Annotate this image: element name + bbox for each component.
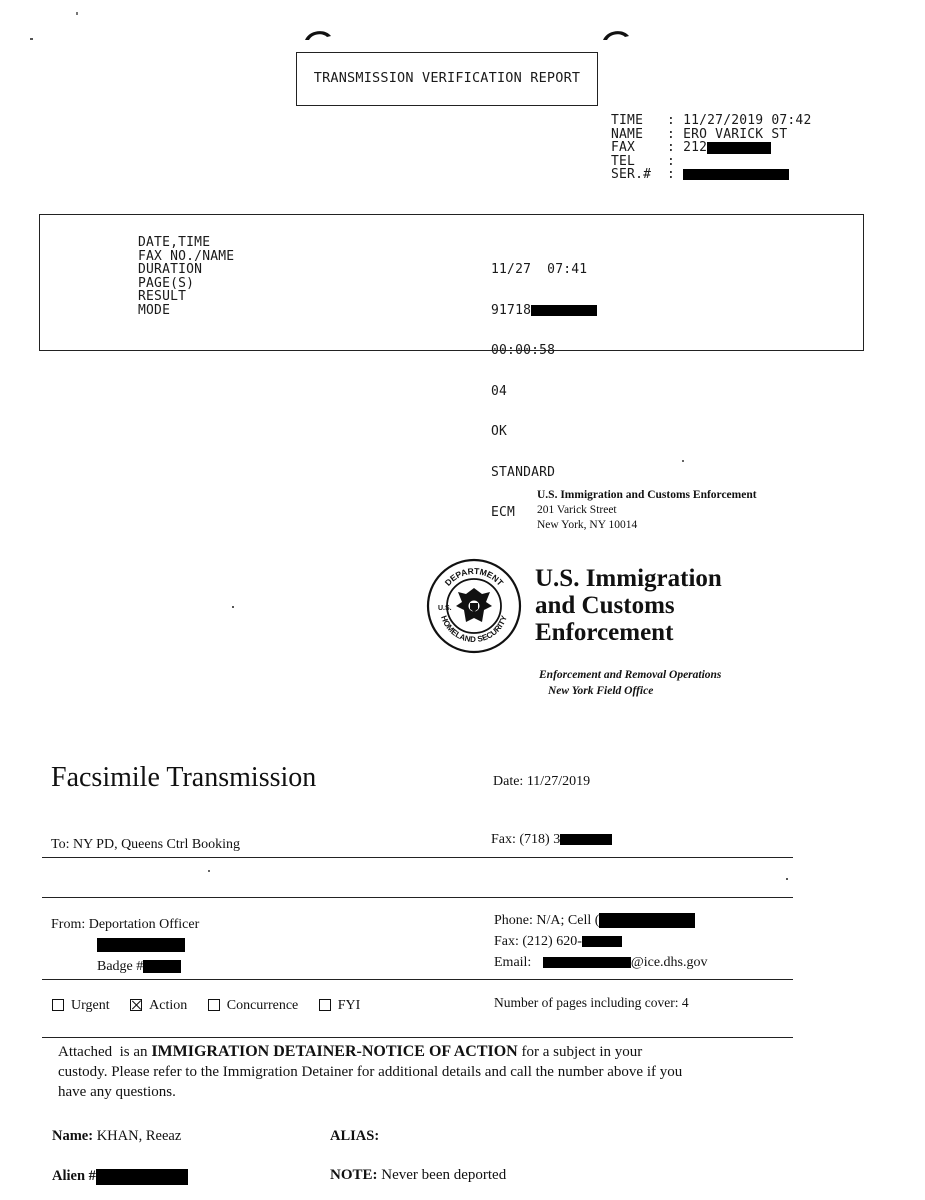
- field-value: STANDARD: [491, 464, 556, 480]
- report-header: [611, 114, 812, 182]
- field-value-fax: 91718: [491, 304, 597, 318]
- from-label: From:: [51, 917, 86, 932]
- name-value: KHAN, Reeaz: [96, 1128, 182, 1144]
- redaction-bar: [543, 957, 631, 968]
- header-row-time: TIME : 11/27/2019 07:42: [611, 113, 812, 128]
- logo-line: and Customs: [535, 592, 675, 619]
- phone-label: Phone:: [494, 913, 533, 928]
- badge-label: Badge #: [97, 959, 144, 974]
- date-label: Date:: [493, 774, 524, 789]
- field-value: 11/27 07:41: [491, 262, 588, 277]
- message-line: have any questions.: [58, 1084, 176, 1100]
- logo-line: Enforcement: [535, 619, 674, 646]
- divider-line: [42, 897, 793, 898]
- phone-value: N/A; Cell (: [536, 913, 600, 928]
- fax-date: [493, 774, 590, 790]
- note-value: Never been deported: [381, 1167, 507, 1183]
- from-fax-field: [494, 934, 622, 950]
- email-field: [494, 955, 708, 971]
- badge-field: [97, 959, 181, 975]
- redaction-bar: [582, 936, 622, 947]
- field-label: DATE,TIME: [138, 235, 211, 250]
- email-label: Email:: [494, 955, 532, 970]
- message-line: Attached is an IMMIGRATION DETAINER-NOTICE OF ACTION for a subject in your: [58, 1043, 643, 1060]
- field-label: DURATION: [138, 262, 203, 277]
- scan-mark: [76, 12, 78, 15]
- from-fax-value: (212) 620-: [522, 934, 582, 949]
- field-label: PAGE(S): [138, 275, 195, 291]
- alias-label: ALIAS:: [330, 1128, 380, 1144]
- dhs-seal-icon: [426, 558, 522, 654]
- field-label: RESULT: [138, 289, 187, 304]
- seal-text-left: U.S.: [438, 605, 452, 612]
- redaction-bar: [143, 960, 181, 973]
- header-row-fax: FAX : 212: [611, 141, 812, 155]
- field-label: MODE: [138, 302, 171, 318]
- redaction-bar: [96, 1169, 188, 1185]
- message-body: [58, 1042, 878, 1102]
- field-value: 04: [491, 383, 508, 399]
- redaction-bar: [683, 169, 789, 180]
- checkbox-fyi[interactable]: FYI: [319, 998, 361, 1013]
- pages-label: Number of pages including cover:: [494, 995, 679, 1010]
- checkbox-icon: [319, 999, 331, 1011]
- divider-line: [42, 857, 793, 858]
- to-value: NY PD, Queens Ctrl Booking: [72, 837, 241, 852]
- agency-address: [537, 488, 757, 533]
- field-value: ECM: [491, 505, 516, 520]
- to-fax-value: (718) 3: [519, 832, 561, 847]
- alien-label: Alien #: [52, 1168, 96, 1184]
- checkbox-checked-icon: [130, 999, 142, 1011]
- note-field: [330, 1167, 506, 1184]
- seal-text-bottom: HOMELAND SECURITY: [439, 614, 509, 645]
- checkbox-icon: [208, 999, 220, 1011]
- alien-number: [52, 1168, 188, 1185]
- division-text: [539, 667, 721, 699]
- to-fax-field: [491, 832, 612, 848]
- subject-name: [52, 1128, 181, 1145]
- address-line: 201 Varick Street: [537, 504, 617, 516]
- pages-value: 4: [681, 995, 689, 1010]
- date-value: 11/27/2019: [526, 774, 591, 789]
- seal-text-top: DEPARTMENT: [442, 565, 506, 588]
- name-label: Name:: [52, 1128, 94, 1144]
- to-field: [51, 837, 240, 853]
- email-value: @ice.dhs.gov: [630, 955, 708, 970]
- message-line: custody. Please refer to the Immigration Detainer for additional details and call the number above if you: [58, 1064, 683, 1080]
- redaction-bar: [560, 834, 612, 845]
- field-value: OK: [491, 424, 508, 439]
- report-field-labels: [138, 236, 234, 317]
- header-row-tel: TEL :: [611, 153, 676, 169]
- page-count: [494, 995, 689, 1011]
- checkbox-concurrence[interactable]: Concurrence: [208, 998, 299, 1013]
- header-row-name: NAME : ERO VARICK ST: [611, 126, 788, 142]
- divider-line: [42, 1037, 793, 1038]
- field-value: 00:00:58: [491, 343, 556, 358]
- field-label: FAX NO./NAME: [138, 248, 235, 264]
- scan-mark: [232, 606, 234, 608]
- from-field: [51, 917, 199, 933]
- priority-checkboxes: [52, 998, 360, 1014]
- from-value: Deportation Officer: [88, 917, 200, 932]
- subject-alias: [330, 1128, 379, 1145]
- redaction-bar: [707, 142, 771, 154]
- divider-line: [42, 979, 793, 980]
- phone-field: [494, 913, 695, 929]
- checkbox-urgent[interactable]: Urgent: [52, 998, 110, 1013]
- to-label: To:: [51, 837, 70, 852]
- checkbox-action[interactable]: Action: [130, 998, 187, 1013]
- from-fax-label: Fax:: [494, 934, 519, 949]
- report-title: TRANSMISSION VERIFICATION REPORT: [313, 70, 581, 87]
- header-row-ser: SER.# :: [611, 168, 812, 182]
- address-line: U.S. Immigration and Customs Enforcement: [537, 489, 757, 501]
- to-fax-label: Fax:: [491, 832, 516, 847]
- address-line: New York, NY 10014: [537, 519, 638, 531]
- scan-mark: [208, 870, 210, 872]
- note-label: NOTE:: [330, 1167, 378, 1183]
- redaction-bar: [599, 913, 695, 928]
- report-title-box: [296, 52, 598, 106]
- division-line: Enforcement and Removal Operations: [539, 669, 722, 681]
- fax-arrow-icon: [303, 26, 333, 42]
- logo-line: U.S. Immigration: [535, 565, 722, 592]
- redaction-bar: [97, 938, 185, 952]
- redaction-bar: [531, 305, 597, 316]
- checkbox-icon: [52, 999, 64, 1011]
- svg-text:DEPARTMENT: [443, 566, 506, 588]
- fax-title: Facsimile Transmission: [51, 762, 317, 793]
- scan-mark: [786, 878, 788, 880]
- ice-logo-text: [535, 565, 722, 646]
- scan-mark: [682, 460, 684, 462]
- fax-arrow-icon: [601, 26, 631, 42]
- division-line: New York Field Office: [548, 685, 654, 697]
- scan-mark: [30, 38, 33, 40]
